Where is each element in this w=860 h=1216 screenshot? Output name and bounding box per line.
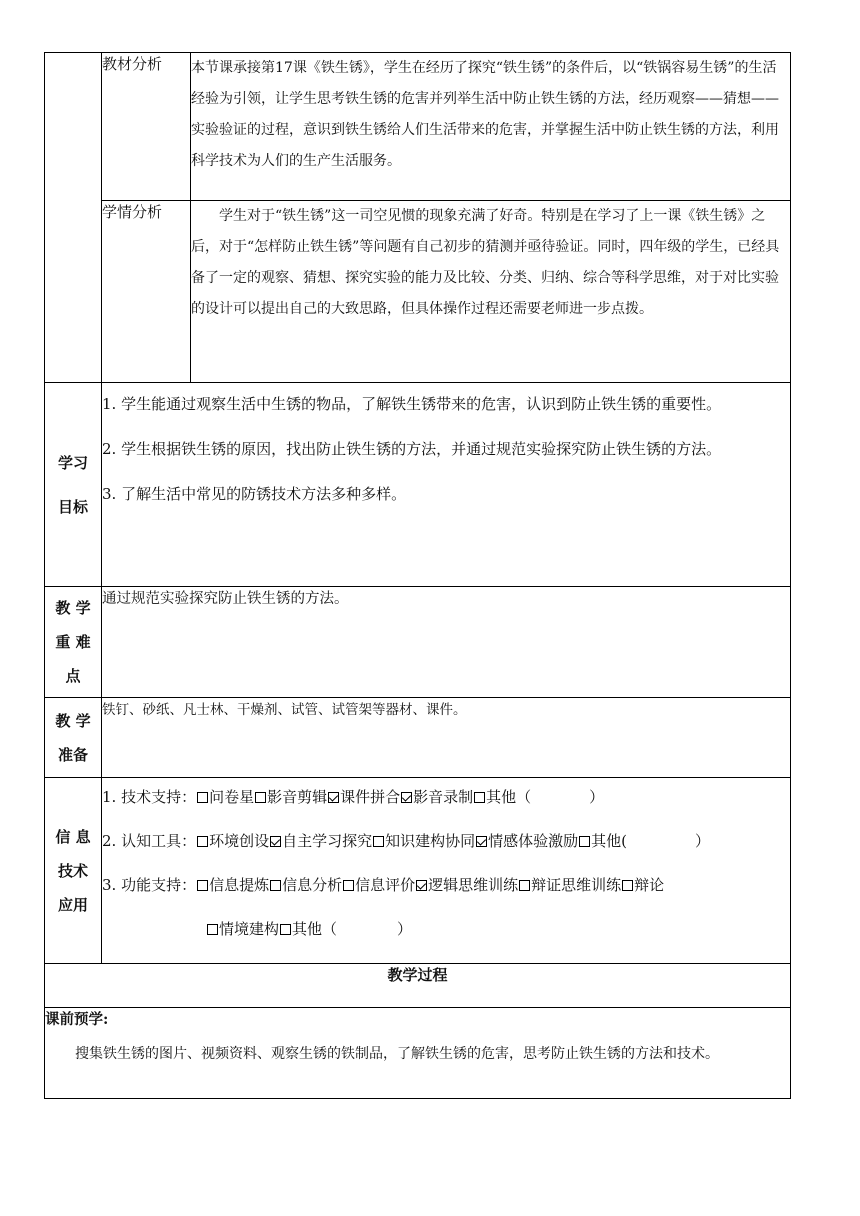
function-support-options (196, 876, 664, 894)
tech-support-prefix: 1. 技术支持： (102, 788, 197, 806)
learning-goals-label (45, 383, 102, 587)
cognitive-tools-suffix: ） (695, 832, 711, 850)
preparation-label-line2: 准备 (57, 745, 88, 764)
checkbox-option-label: 影音剪辑 (267, 788, 328, 806)
learning-goals-row (45, 383, 791, 587)
blank-left-cell (45, 53, 102, 383)
checkbox-option-label: 自主学习探究 (282, 832, 373, 850)
material-analysis-text: 本节课承接第17课《铁生锈》，学生在经历了探究“铁生锈”的条件后，以“铁锅容易生锈”的生活经验为引领，让学生思考铁生锈的危害并列举生活中防止铁生锈的方法，经历观察——猜想——实验验证的过程，意识到铁生锈给人们生活带来的危害，并掌握生活中防止铁生锈的方法，利用科学技术为人们的生产生活服务。 (191, 53, 791, 201)
preparation-label (45, 698, 102, 778)
preparation-text: 铁钉、砂纸、凡士林、干燥剂、试管、试管架等器材、课件。 (102, 698, 791, 778)
checkbox-option-label: 问卷星 (209, 788, 255, 806)
process-title: 教学过程 (45, 964, 791, 1008)
preparation-row (45, 698, 791, 778)
checkbox-icon[interactable] (373, 836, 384, 847)
checkbox-option-label: 信息提炼 (209, 876, 270, 894)
checkbox-option-label: 其他( (591, 832, 628, 850)
preparation-label-line1: 教 学 (55, 711, 91, 730)
key-points-row (45, 587, 791, 698)
checkbox-icon[interactable] (519, 880, 530, 891)
material-analysis-label: 教材分析 (102, 53, 191, 201)
student-analysis-label: 学情分析 (102, 201, 191, 383)
checkbox-option-label: 影音录制 (413, 788, 474, 806)
goal-item: 2. 学生根据铁生锈的原因，找出防止铁生锈的方法，并通过规范实验探究防止铁生锈的方法。 (102, 440, 722, 458)
info-tech-content (102, 778, 791, 964)
checked-checkbox-icon[interactable] (416, 880, 427, 891)
lesson-plan-table (44, 52, 791, 1099)
learning-goals-label-line2: 目标 (57, 497, 88, 516)
process-title-row (45, 964, 791, 1008)
checkbox-icon[interactable] (343, 880, 354, 891)
info-tech-label (45, 778, 102, 964)
key-points-text: 通过规范实验探究防止铁生锈的方法。 (102, 587, 791, 698)
learning-goals-label-line1: 学习 (57, 453, 88, 472)
checkbox-option-label: 逻辑思维训练 (428, 876, 519, 894)
checkbox-icon[interactable] (280, 924, 291, 935)
checkbox-option-label: 知识建构协同 (385, 832, 476, 850)
learning-goals-content (102, 383, 791, 587)
checkbox-icon[interactable] (579, 836, 590, 847)
checkbox-icon[interactable] (197, 836, 208, 847)
tech-support-line (102, 778, 790, 822)
checkbox-icon[interactable] (474, 792, 485, 803)
checkbox-option-label: 情境建构 (219, 920, 280, 938)
student-analysis-text: 学生对于“铁生锈”这一司空见惯的现象充满了好奇。特别是在学习了上一课《铁生锈》之后，对于“怎样防止铁生锈”等问题有自己初步的猜测并亟待验证。同时，四年级的学生，已经具备了一定的观察、猜想、探究实验的能力及比较、分类、归纳、综合等科学思维，对于对比实验的设计可以提出自己的大致思路，但具体操作过程还需要老师进一步点拨。 (191, 201, 791, 383)
cognitive-tools-options (196, 832, 627, 850)
info-tech-label-line3: 应用 (57, 895, 88, 914)
key-points-label-line2: 重 难 (55, 633, 91, 651)
info-tech-row (45, 778, 791, 964)
checked-checkbox-icon[interactable] (270, 836, 281, 847)
checkbox-option-label: 辩证思维训练 (531, 876, 622, 894)
info-tech-label-line1: 信 息 (55, 827, 91, 846)
checkbox-icon[interactable] (197, 880, 208, 891)
key-points-label (45, 587, 102, 698)
key-points-label-line3: 点 (65, 667, 81, 685)
checked-checkbox-icon[interactable] (401, 792, 412, 803)
goal-item: 3. 了解生活中常见的防锈技术方法多种多样。 (102, 485, 407, 503)
checked-checkbox-icon[interactable] (476, 836, 487, 847)
checkbox-option-label: 课件拼合 (340, 788, 401, 806)
goal-item: 1. 学生能通过观察生活中生锈的物品，了解铁生锈带来的危害，认识到防止铁生锈的重要性。 (102, 395, 722, 413)
checked-checkbox-icon[interactable] (328, 792, 339, 803)
function-support-options-2 (206, 920, 337, 938)
tech-support-suffix: ） (589, 788, 605, 806)
pre-study-text: 搜集铁生锈的图片、视频资料、观察生锈的铁制品，了解铁生锈的危害，思考防止铁生锈的方法和技术。 (75, 1046, 719, 1062)
checkbox-option-label: 其他（ (292, 920, 338, 938)
cognitive-tools-prefix: 2. 认知工具： (102, 832, 197, 850)
checkbox-icon[interactable] (270, 880, 281, 891)
cognitive-tools-line (102, 822, 790, 866)
checkbox-option-label: 环境创设 (209, 832, 270, 850)
info-tech-label-line2: 技术 (57, 861, 88, 880)
checkbox-icon[interactable] (207, 924, 218, 935)
key-points-label-line1: 教 学 (55, 599, 91, 617)
checkbox-icon[interactable] (255, 792, 266, 803)
checkbox-option-label: 情感体验激励 (488, 832, 579, 850)
function-support-suffix: ） (397, 920, 413, 938)
checkbox-option-label: 其他（ (486, 788, 532, 806)
pre-study-cell (45, 1008, 791, 1099)
pre-study-heading: 课前预学: (45, 1011, 109, 1028)
checkbox-option-label: 辩论 (634, 876, 665, 894)
function-support-line2 (102, 910, 790, 954)
pre-study-row (45, 1008, 791, 1099)
checkbox-option-label: 信息分析 (282, 876, 343, 894)
checkbox-icon[interactable] (622, 880, 633, 891)
tech-support-options (196, 788, 531, 806)
function-support-prefix: 3. 功能支持： (102, 876, 197, 894)
checkbox-icon[interactable] (197, 792, 208, 803)
checkbox-option-label: 信息评价 (355, 876, 416, 894)
function-support-line (102, 866, 790, 910)
student-analysis-row (45, 201, 791, 383)
material-analysis-row (45, 53, 791, 201)
